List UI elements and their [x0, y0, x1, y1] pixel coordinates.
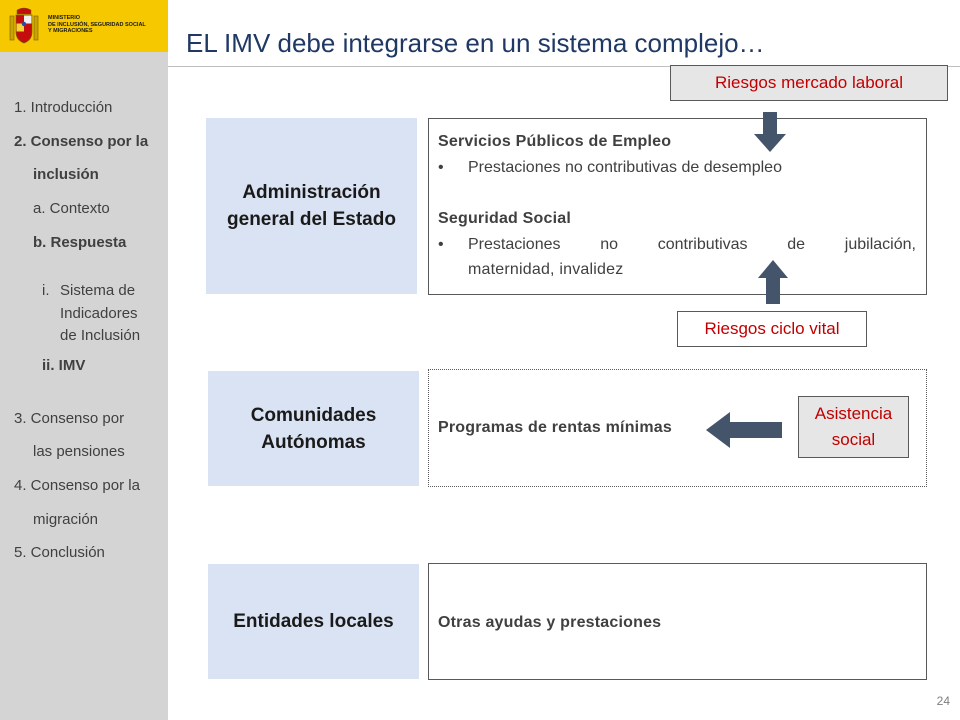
heading-servicios-empleo: Servicios Públicos de Empleo [438, 133, 672, 150]
label-comunidades-autonomas: Comunidades Autónomas [208, 371, 419, 486]
nav-item-imv[interactable]: ii. IMV [42, 357, 86, 374]
nav-item-introduccion[interactable]: 1. Introducción [14, 99, 113, 116]
nav-item-migracion[interactable]: 4. Consenso por la [14, 477, 140, 494]
nav-item-migracion-cont[interactable]: migración [33, 511, 99, 528]
slide-title: EL IMV debe integrarse en un sistema complejo… [186, 28, 765, 58]
label-administracion-estado: Administración general del Estado [206, 118, 417, 294]
label-entidades-locales: Entidades locales [208, 564, 419, 679]
page-number: 24 [936, 694, 950, 708]
nav-item-conclusion[interactable]: 5. Conclusión [14, 544, 105, 561]
arrow-up-icon [758, 260, 788, 304]
sidebar [0, 52, 168, 720]
nav-item-consenso-inclusion[interactable]: 2. Consenso por la [14, 133, 149, 150]
nav-item-respuesta[interactable]: b. Respuesta [33, 234, 127, 251]
label-asistencia-social: Asistencia social [798, 396, 909, 458]
coat-of-arms-icon [8, 6, 40, 46]
nav-item-indicadores-numeral: i. [42, 282, 50, 299]
nav-item-pensiones[interactable]: 3. Consenso por [14, 410, 125, 427]
label-riesgos-mercado-laboral: Riesgos mercado laboral [670, 65, 948, 101]
heading-seguridad-social: Seguridad Social [438, 210, 572, 227]
arrow-left-icon [706, 412, 782, 448]
ministry-logo [0, 0, 168, 52]
nav-item-consenso-inclusion-cont[interactable]: inclusión [33, 166, 99, 183]
ministry-name: MINISTERIO DE INCLUSIÓN, SEGURIDAD SOCIAL Y MIGRACIONES [48, 15, 146, 34]
nav-item-contexto[interactable]: a. Contexto [33, 200, 110, 217]
nav-item-pensiones-cont[interactable]: las pensiones [33, 443, 125, 460]
bullet-desempleo: • Prestaciones no contributivas de desempleo [438, 159, 782, 176]
bullet-jubilacion-cont: maternidad, invalidez [468, 261, 624, 278]
text-rentas-minimas: Programas de rentas mínimas [438, 419, 672, 436]
text-otras-ayudas: Otras ayudas y prestaciones [438, 614, 662, 631]
nav-item-indicadores[interactable]: Sistema de [60, 282, 136, 299]
label-riesgos-ciclo-vital: Riesgos ciclo vital [677, 311, 867, 347]
arrow-down-icon [754, 112, 786, 152]
nav-item-indicadores-line3[interactable]: de Inclusión [60, 327, 141, 344]
bullet-jubilacion: • Prestaciones no contributivas de jubilación, [438, 236, 916, 253]
nav-item-indicadores-line2[interactable]: Indicadores [60, 305, 138, 322]
